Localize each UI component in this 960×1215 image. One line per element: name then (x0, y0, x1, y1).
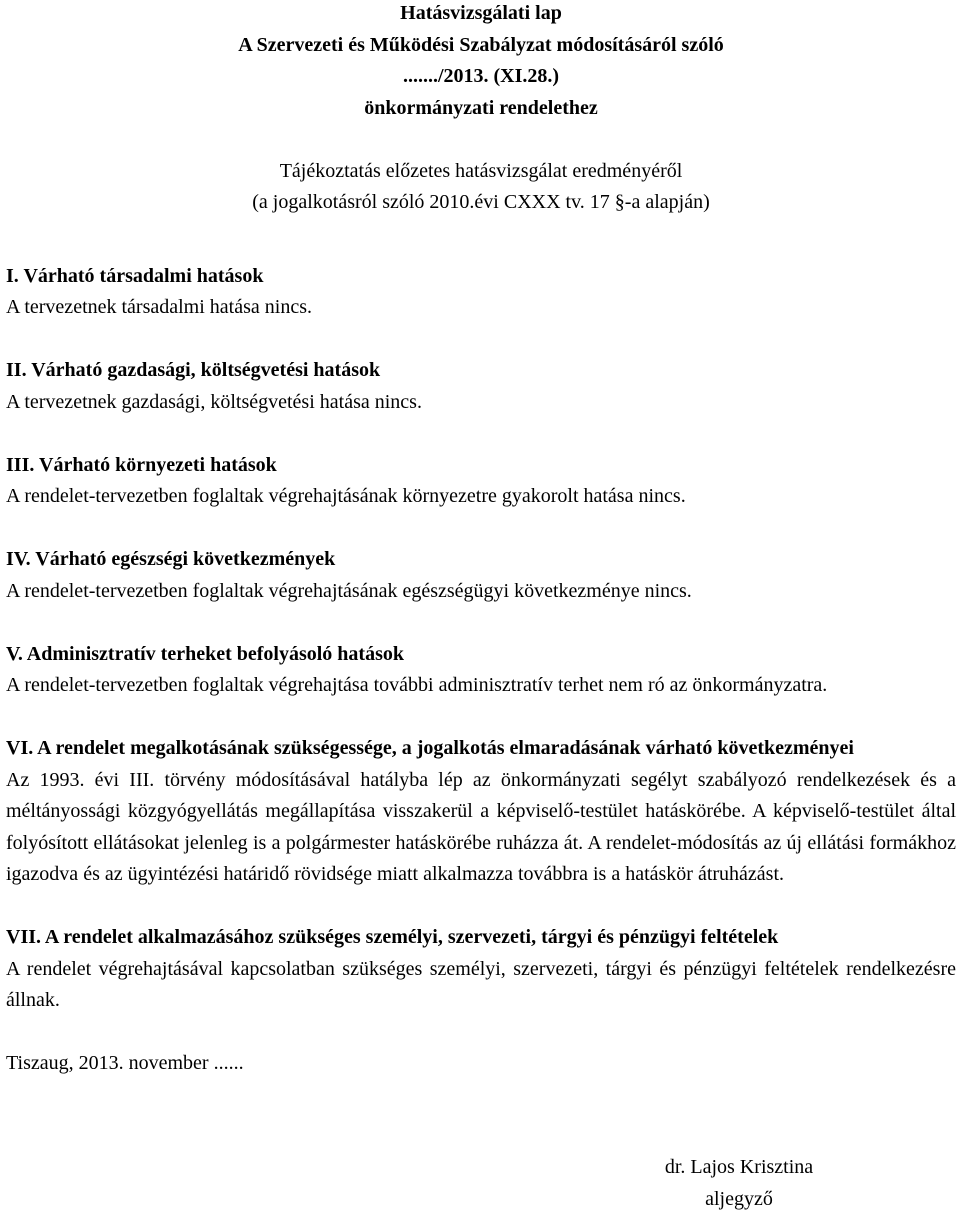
section-heading (6, 639, 956, 671)
section-number: VII. (6, 926, 41, 948)
section-number: IV. (6, 548, 31, 570)
header-type: önkormányzati rendelethez (6, 93, 956, 125)
section-heading (6, 355, 956, 387)
section-number: III. (6, 454, 34, 476)
info-title: Tájékoztatás előzetes hatásvizsgálat eredményéről (6, 156, 956, 188)
section-title: Várható egészségi következmények (35, 548, 335, 570)
document-header (6, 0, 956, 124)
section-number: VI. (6, 737, 33, 759)
section-number: V. (6, 643, 23, 665)
section-heading (6, 922, 956, 954)
signatory-name: dr. Lajos Krisztina (634, 1152, 844, 1184)
section-title: Várható társadalmi hatások (23, 265, 263, 287)
document-page (6, 0, 956, 1080)
section-conditions (6, 922, 956, 1017)
header-subject: A Szervezeti és Működési Szabályzat módosításáról szóló (6, 30, 956, 62)
place-date: Tiszaug, 2013. november ...... (6, 1048, 956, 1080)
section-title: A rendelet megalkotásának szükségessége, a jogalkotás elmaradásának várható következményei (37, 737, 854, 759)
section-environment (6, 450, 956, 513)
info-legal-basis: (a jogalkotásról szóló 2010.évi CXXX tv. 17 §-a alapján) (6, 187, 956, 219)
info-block (6, 156, 956, 219)
section-title: A rendelet alkalmazásához szükséges személyi, szervezeti, tárgyi és pénzügyi feltételek (45, 926, 778, 948)
section-body: Az 1993. évi III. törvény módosításával hatályba lép az önkormányzati segélyt szabályozó rendelkezések és a méltányossági közgyógyellátás megállapítása visszakerül a képviselő-testület hatáskörébe. A képviselő-testület által folyósított ellátásokat jelenleg is a polgármester hatáskörébe ruházza át. A rendelet-módosítás az új ellátási formákhoz igazodva és az ügyintézési határidő rövidsége miatt alkalmazza továbbra is a hatáskör átruházást. (6, 765, 956, 891)
section-health (6, 544, 956, 607)
signature-block (634, 1152, 844, 1215)
signatory-title: aljegyző (634, 1184, 844, 1215)
section-body: A rendelet-tervezetben foglaltak végrehajtásának egészségügyi következménye nincs. (6, 576, 956, 608)
section-economic (6, 355, 956, 418)
section-title: Adminisztratív terheket befolyásoló hatások (27, 643, 404, 665)
section-heading (6, 450, 956, 482)
section-title: Várható környezeti hatások (39, 454, 277, 476)
section-administrative (6, 639, 956, 702)
section-number: I. (6, 265, 19, 287)
section-number: II. (6, 359, 27, 381)
header-title: Hatásvizsgálati lap (6, 0, 956, 30)
section-heading (6, 544, 956, 576)
section-body: A tervezetnek társadalmi hatása nincs. (6, 292, 956, 324)
section-body: A rendelet-tervezetben foglaltak végrehajtása további adminisztratív terhet nem ró az önkormányzatra. (6, 670, 956, 702)
section-necessity (6, 733, 956, 891)
section-heading (6, 733, 956, 765)
section-body: A rendelet-tervezetben foglaltak végrehajtásának környezetre gyakorolt hatása nincs. (6, 481, 956, 513)
section-body: A rendelet végrehajtásával kapcsolatban szükséges személyi, szervezeti, tárgyi és pénzügyi feltételek rendelkezésre állnak. (6, 954, 956, 1017)
section-body: A tervezetnek gazdasági, költségvetési hatása nincs. (6, 387, 956, 419)
section-heading (6, 261, 956, 293)
section-title: Várható gazdasági, költségvetési hatások (31, 359, 380, 381)
section-social (6, 261, 956, 324)
header-number: ......./2013. (XI.28.) (6, 61, 956, 93)
